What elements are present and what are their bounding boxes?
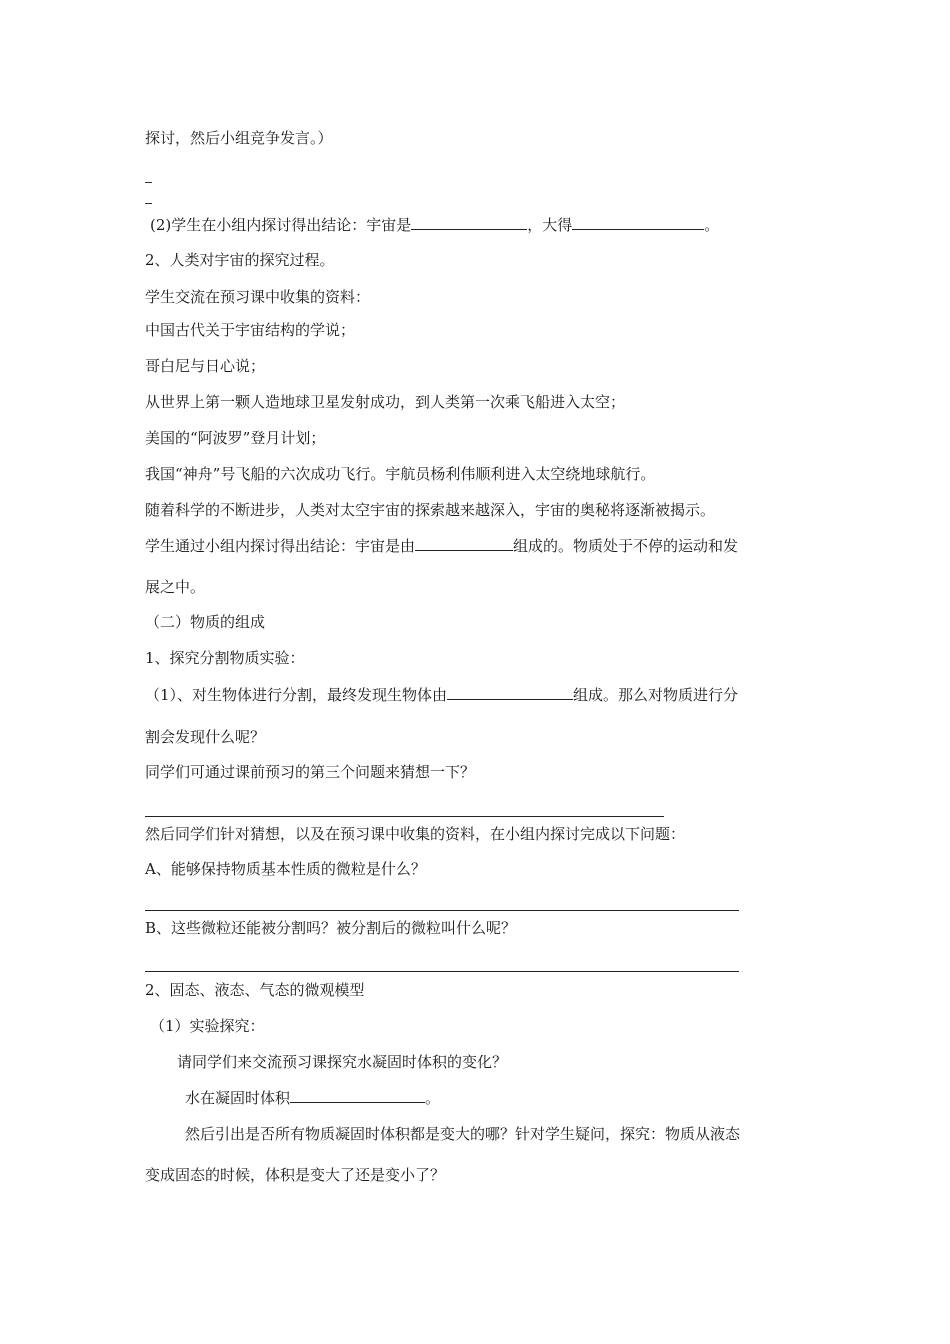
- text-segment: 学生通过小组内探讨得出结论：宇宙是由: [145, 537, 416, 555]
- question-a: A、能够保持物质基本性质的微粒是什么？: [145, 860, 426, 878]
- text-segment: 水在凝固时体积: [185, 1089, 291, 1107]
- fill-blank[interactable]: [290, 1088, 425, 1103]
- text-segment: （1）、对生物体进行分割，最终发现生物体由: [145, 686, 448, 704]
- text-line: 然后同学们针对猜想，以及在预习课中收集的资料，在小组内探讨完成以下问题：: [145, 825, 686, 843]
- text-segment: 。: [425, 1089, 441, 1107]
- answer-line[interactable]: [145, 816, 664, 817]
- text-line: [185, 1088, 440, 1108]
- text-line: [145, 685, 738, 705]
- text-segment: (2)学生在小组内探讨得出结论：宇宙是: [150, 216, 412, 234]
- text-line: [145, 536, 738, 556]
- question-b: B、这些微粒还能被分割吗？被分割后的微粒叫什么呢？: [145, 919, 517, 937]
- section-heading: （二）物质的组成: [145, 613, 266, 631]
- text-line: 随着科学的不断进步，人类对太空宇宙的探索越来越深入，宇宙的奥秘将逐渐被揭示。: [145, 501, 716, 519]
- section-heading: （1）实验探究：: [150, 1017, 265, 1035]
- text-line: 同学们可通过课前预习的第三个问题来猜想一下？: [145, 763, 476, 781]
- section-heading: 1、探究分割物质实验：: [145, 649, 305, 667]
- section-heading: 2、人类对宇宙的探究过程。: [145, 251, 335, 269]
- text-segment: ，大得: [527, 216, 573, 234]
- text-line: 变成固态的时候，体积是变大了还是变小了？: [145, 1166, 446, 1184]
- fill-blank[interactable]: [415, 536, 513, 551]
- text-line: 探讨，然后小组竞争发言。）: [145, 129, 333, 147]
- answer-line[interactable]: [145, 971, 739, 972]
- text-line: 学生交流在预习课中收集的资料：: [145, 288, 371, 306]
- section-heading: 2、固态、液态、气态的微观模型: [145, 981, 365, 999]
- dash-mark: [145, 182, 152, 183]
- dash-mark: [145, 203, 152, 204]
- text-line: 展之中。: [145, 578, 206, 596]
- text-line: 然后引出是否所有物质凝固时体积都是变大的哪？针对学生疑问，探究：物质从液态: [185, 1125, 741, 1143]
- text-line: 哥白尼与日心说；: [145, 357, 266, 375]
- text-segment: 。: [704, 216, 720, 234]
- fill-blank[interactable]: [411, 215, 527, 230]
- text-line: 从世界上第一颗人造地球卫星发射成功，到人类第一次乘飞船进入太空；: [145, 393, 626, 411]
- text-line: 我国“神舟”号飞船的六次成功飞行。宇航员杨利伟顺利进入太空绕地球航行。: [145, 465, 656, 483]
- text-line: 美国的“阿波罗”登月计划；: [145, 429, 326, 447]
- text-line: 请同学们来交流预习课探究水凝固时体积的变化？: [177, 1053, 508, 1071]
- text-line: 中国古代关于宇宙结构的学说；: [145, 321, 356, 339]
- text-line: [150, 215, 719, 235]
- fill-blank[interactable]: [447, 685, 573, 700]
- text-segment: 组成。那么对物质进行分: [573, 686, 739, 704]
- text-segment: 组成的。物质处于不停的运动和发: [513, 537, 739, 555]
- fill-blank[interactable]: [572, 215, 704, 230]
- text-line: 割会发现什么呢？: [145, 728, 266, 746]
- answer-line[interactable]: [145, 910, 739, 911]
